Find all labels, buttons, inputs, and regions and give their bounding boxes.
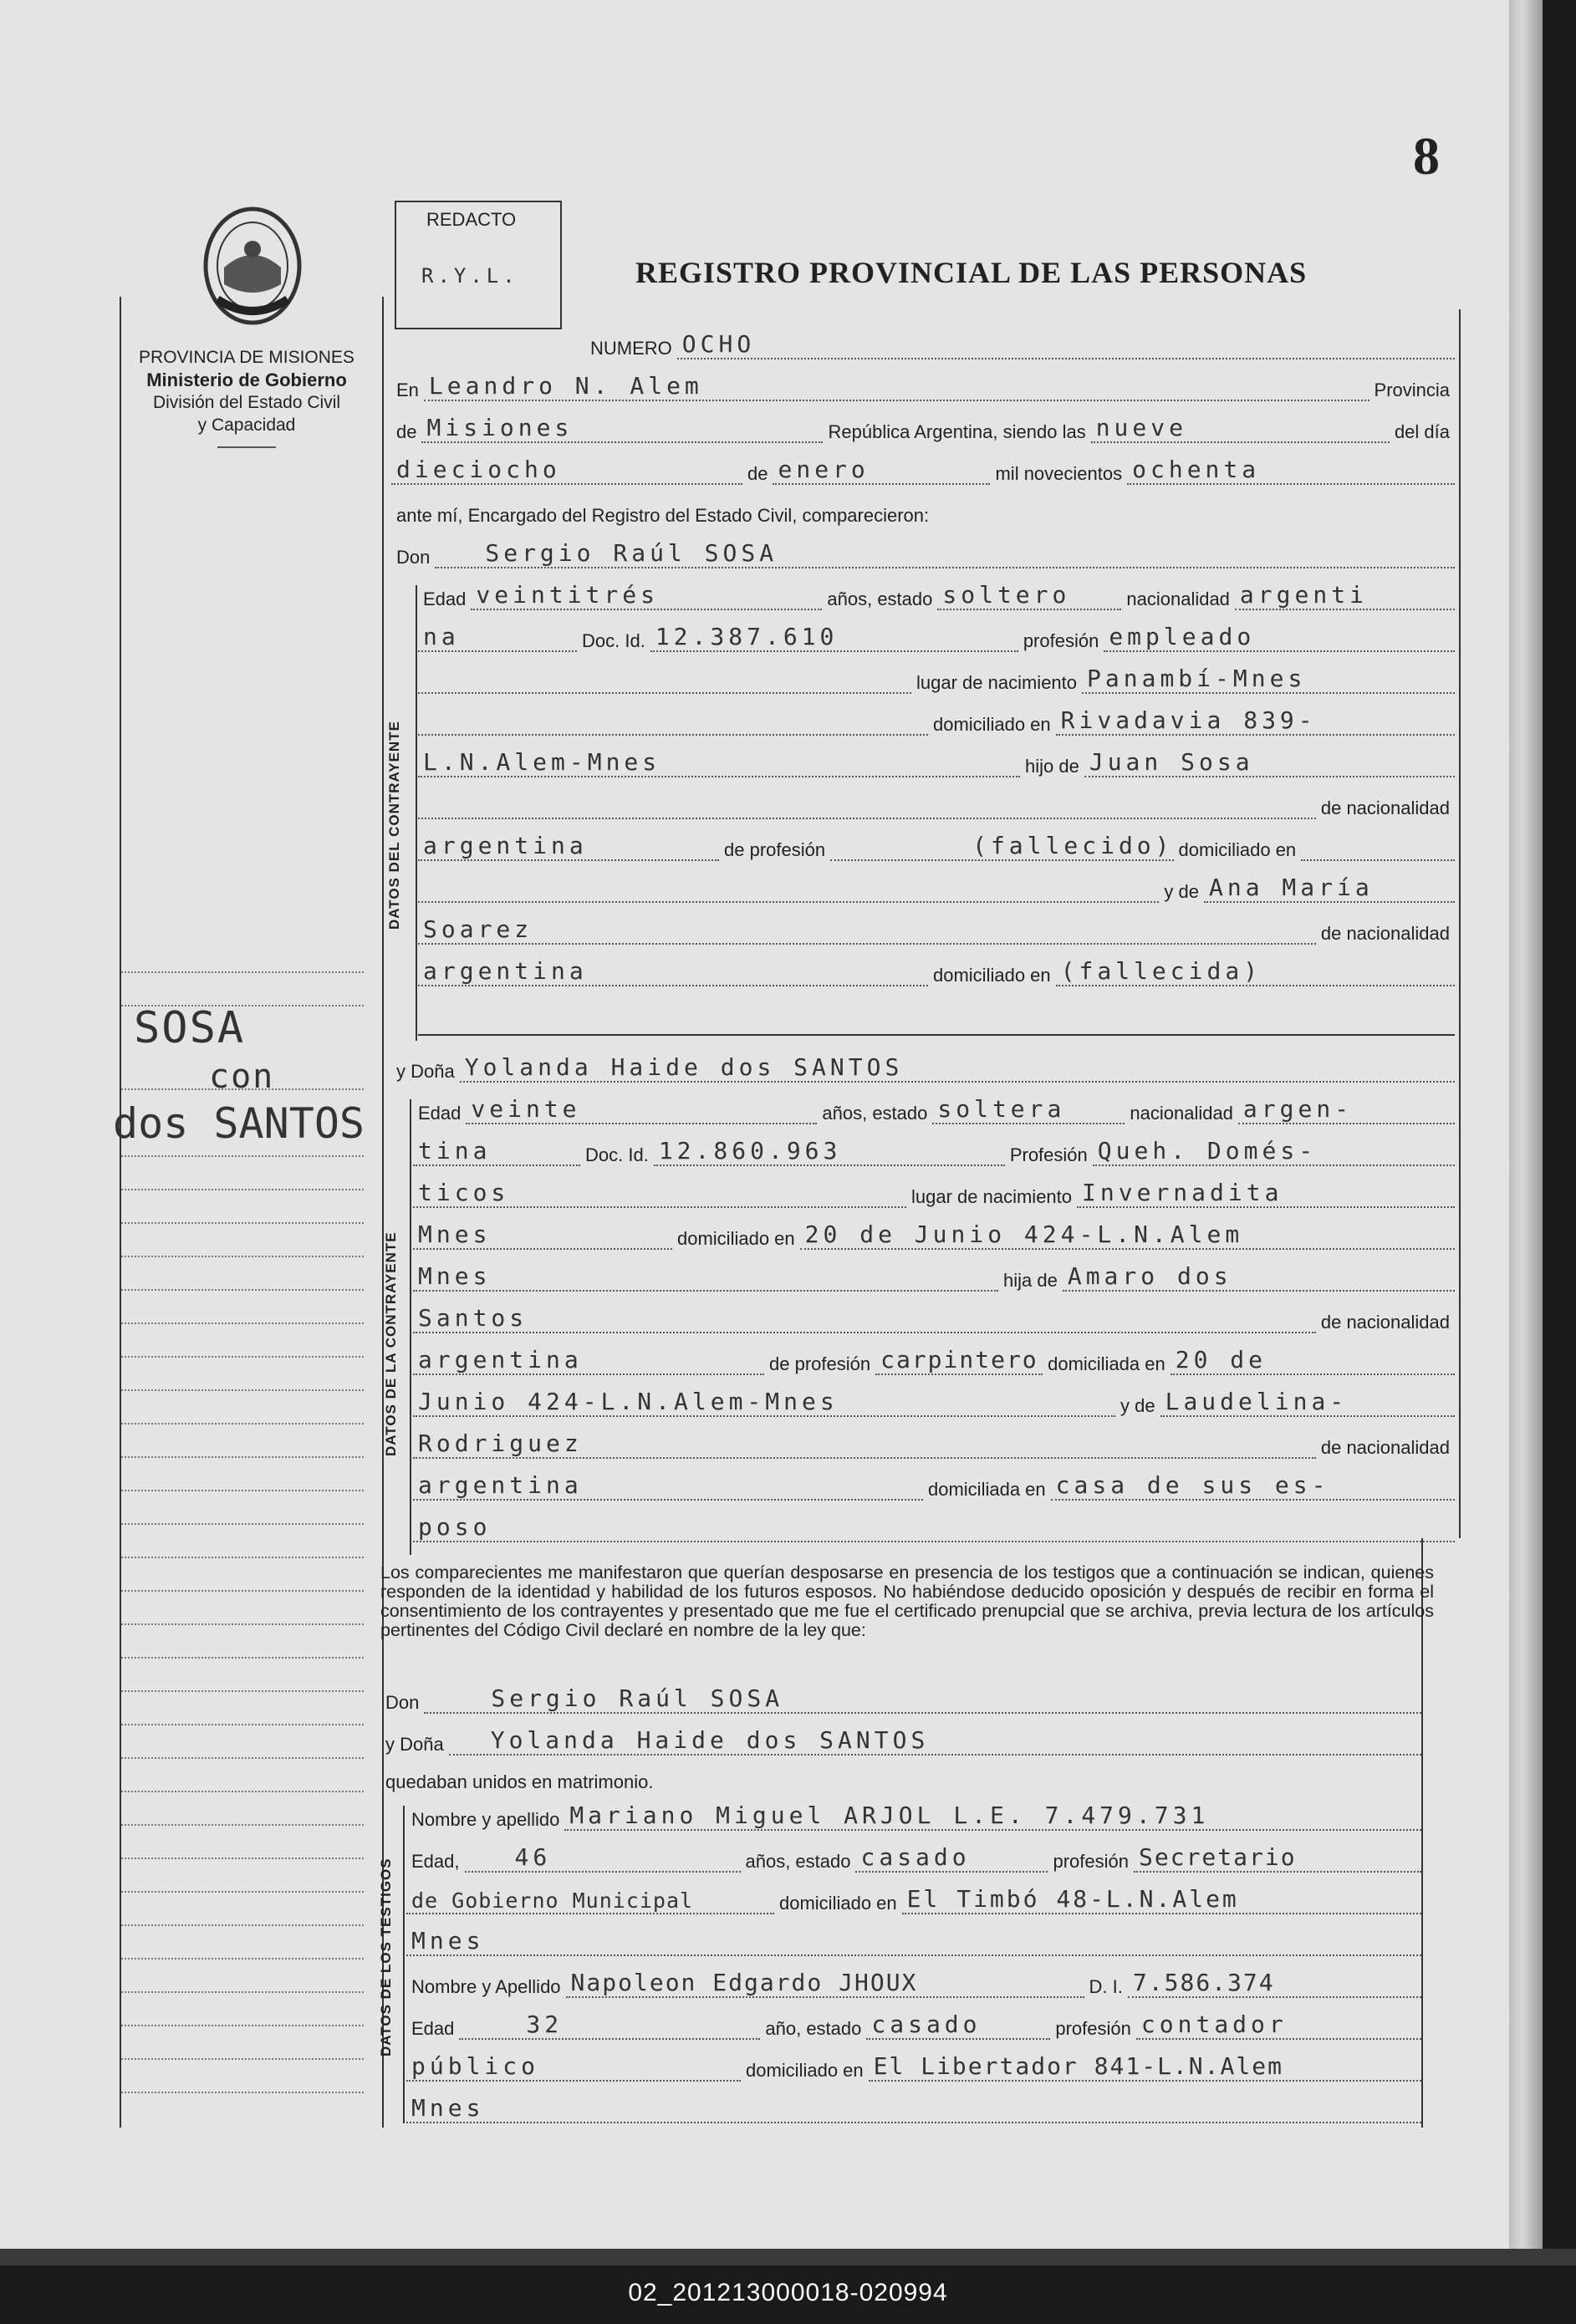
- field-mes[interactable]: enero: [773, 453, 990, 485]
- right-border-upper: [1459, 309, 1461, 1538]
- division-name: División del Estado Civil: [152, 393, 341, 412]
- t2-nombre[interactable]: Napoleon Edgardo JHOUX: [566, 1966, 1084, 1998]
- c2-padre-prof[interactable]: carpintero: [875, 1343, 1043, 1375]
- c2-padre-dom-b[interactable]: Junio 424-L.N.Alem-Mnes: [413, 1385, 1115, 1417]
- redacto-value: R.Y.L.: [421, 264, 519, 288]
- c1-nacionalidad-b[interactable]: na: [418, 620, 577, 652]
- row-fecha: dieciocho de enero mil novecientos ochenta: [391, 451, 1455, 485]
- row-ante: ante mí, Encargado del Registro del Estado Civil, comparecieron:: [396, 505, 930, 526]
- label-datos-testigos: DATOS DE LOS TESTIGOS: [378, 1858, 394, 2056]
- c1-padre-nac[interactable]: argentina: [418, 829, 719, 861]
- c1-domicilio-b[interactable]: L.N.Alem-Mnes: [418, 746, 1020, 777]
- t1-profesion-b[interactable]: de Gobierno Municipal: [406, 1883, 774, 1914]
- field-hora[interactable]: nueve: [1091, 411, 1390, 443]
- c2-row-8: Junio 424-L.N.Alem-Mnes y de Laudelina-: [413, 1384, 1455, 1417]
- provincial-seal-icon: [201, 201, 304, 326]
- bracket-testigos: [403, 1806, 405, 2123]
- c1-row-2: na Doc. Id. 12.387.610 profesión empleado: [418, 619, 1455, 652]
- left-border: [120, 297, 121, 2128]
- label-datos-contrayente-mujer: DATOS DE LA CONTRAYENTE: [383, 1231, 399, 1456]
- c1-doc[interactable]: 12.387.610: [650, 620, 1018, 652]
- c1-domicilio[interactable]: Rivadavia 839-: [1056, 704, 1455, 736]
- t2-profesion-b[interactable]: público: [406, 2050, 741, 2082]
- row-en: En Leandro N. Alem Provincia: [391, 368, 1455, 401]
- row-de: de Misiones República Argentina, siendo las nueve del día: [391, 410, 1455, 443]
- c1-row-5: L.N.Alem-Mnes hijo de Juan Sosa: [418, 744, 1455, 777]
- t1-row-3: de Gobierno Municipal domiciliado en El Timbó 48-L.N.Alem: [406, 1881, 1421, 1914]
- c1-padre-prof[interactable]: (fallecido): [830, 829, 1173, 861]
- c2-domicilio-b[interactable]: Mnes: [413, 1260, 998, 1292]
- redacto-label: REDACTO: [426, 209, 517, 230]
- c2-padre-b[interactable]: Santos: [413, 1302, 1316, 1333]
- issuer-block: [117, 346, 376, 448]
- province-name: PROVINCIA DE MISIONES: [139, 348, 354, 367]
- c2-lugar-b[interactable]: Mnes: [413, 1218, 672, 1250]
- c1-row-9: Soarez de nacionalidad: [418, 911, 1455, 945]
- c2-madre-b[interactable]: Rodriguez: [413, 1427, 1316, 1459]
- t2-row-4: [406, 2090, 1421, 2123]
- t2-di[interactable]: 7.586.374: [1128, 1966, 1421, 1998]
- c2-madre[interactable]: Laudelina-: [1160, 1385, 1455, 1417]
- c1-padre[interactable]: Juan Sosa: [1084, 746, 1455, 777]
- c2-row-6: Santos de nacionalidad: [413, 1300, 1455, 1333]
- page-number: 8: [1413, 126, 1440, 186]
- label-datos-contrayente: DATOS DEL CONTRAYENTE: [386, 721, 402, 930]
- c1-madre-nac[interactable]: argentina: [418, 955, 928, 986]
- c1-row-3: lugar de nacimiento Panambí-Mnes: [418, 660, 1455, 694]
- t1-domicilio-b[interactable]: Mnes: [406, 1924, 1421, 1956]
- t2-domicilio-b[interactable]: Mnes: [406, 2092, 1421, 2123]
- t2-estado[interactable]: casado: [866, 2008, 1050, 2040]
- c2-row-2: tina Doc. Id. 12.860.963 Profesión Queh. Domés-: [413, 1133, 1455, 1166]
- row-stmt-dona: y Doña Yolanda Haide dos SANTOS: [380, 1722, 1421, 1756]
- ministry-name: Ministerio de Gobierno: [146, 369, 347, 390]
- margin-divider: [382, 297, 384, 2128]
- field-provincia[interactable]: Misiones: [421, 411, 823, 443]
- c2-estado[interactable]: soltera: [932, 1093, 1125, 1124]
- c1-nacionalidad[interactable]: argenti: [1235, 578, 1455, 610]
- t1-row-2: Edad, 46 años, estado casado profesión Secretario: [406, 1839, 1421, 1873]
- t2-profesion[interactable]: contador: [1136, 2008, 1421, 2040]
- c2-lugar[interactable]: Invernadita: [1077, 1176, 1455, 1208]
- row-stmt-don: Don Sergio Raúl SOSA: [380, 1680, 1421, 1714]
- c2-row-11: [413, 1509, 1455, 1542]
- t1-edad[interactable]: 46: [465, 1841, 741, 1873]
- field-dona[interactable]: Yolanda Haide dos SANTOS: [460, 1051, 1455, 1083]
- page-bottom-shadow: [0, 2249, 1576, 2265]
- margin-connector: con: [209, 1058, 275, 1096]
- t1-domicilio[interactable]: El Timbó 48-L.N.Alem: [902, 1883, 1421, 1914]
- field-anio[interactable]: ochenta: [1127, 453, 1455, 485]
- page-edge: [1509, 0, 1543, 2257]
- t2-row-3: público domiciliado en El Libertador 841-L.N.Alem: [406, 2048, 1421, 2082]
- t2-row-1: Nombre y Apellido Napoleon Edgardo JHOUX D. I. 7.586.374: [406, 1965, 1421, 1998]
- c1-row-6: de nacionalidad: [418, 786, 1455, 819]
- margin-surname-1: SOSA: [134, 1003, 246, 1053]
- c1-row-10: argentina domiciliado en (fallecida): [418, 953, 1455, 986]
- c1-madre[interactable]: Ana María: [1204, 871, 1455, 903]
- c2-row-3: ticos lugar de nacimiento Invernadita: [413, 1175, 1455, 1208]
- c2-domicilio[interactable]: 20 de Junio 424-L.N.Alem: [800, 1218, 1455, 1250]
- margin-surname-2: dos SANTOS: [113, 1099, 365, 1148]
- issuer-divider: [217, 446, 276, 448]
- c2-row-1: Edad veinte años, estado soltera nacionalidad argen-: [413, 1091, 1455, 1124]
- t1-profesion[interactable]: Secretario: [1134, 1841, 1421, 1873]
- c2-row-9: Rodriguez de nacionalidad: [413, 1425, 1455, 1459]
- row-dona: y Doña Yolanda Haide dos SANTOS: [391, 1049, 1455, 1083]
- c2-madre-dom[interactable]: casa de sus es-: [1051, 1469, 1455, 1501]
- t1-nombre[interactable]: Mariano Miguel ARJOL L.E. 7.479.731: [564, 1799, 1421, 1831]
- c2-doc[interactable]: 12.860.963: [654, 1134, 1005, 1166]
- bracket-contrayente-1: [416, 585, 417, 1041]
- c2-padre[interactable]: Amaro dos: [1063, 1260, 1455, 1292]
- statement-paragraph: Los comparecientes me manifestaron que querían desposarse en presencia de los testigos que a continuación se indican, quienes responden de la identidad y habilidad de los futuros esposos. No habiéndose deducido oposición y después de recibir en forma el consentimiento de los contrayentes y presentado que me fue el certificado prenupcial que se archiva, previa lectura de los artículos pertinentes del Código Civil declaré en nombre de la ley que:: [380, 1562, 1434, 1640]
- c1-row-7: argentina de profesión (fallecido) domiciliado en: [418, 828, 1455, 861]
- c2-padre-dom[interactable]: 20 de: [1171, 1343, 1455, 1375]
- row-stmt-unidos: quedaban unidos en matrimonio.: [385, 1771, 654, 1792]
- c2-madre-nac[interactable]: argentina: [413, 1469, 923, 1501]
- c2-madre-dom-b[interactable]: poso: [413, 1511, 1455, 1542]
- c2-nacionalidad[interactable]: argen-: [1238, 1093, 1455, 1124]
- c2-row-5: Mnes hija de Amaro dos: [413, 1258, 1455, 1292]
- stmt-dona[interactable]: Yolanda Haide dos SANTOS: [449, 1724, 1421, 1756]
- c1-lugar[interactable]: Panambí-Mnes: [1082, 662, 1455, 694]
- t2-domicilio[interactable]: El Libertador 841-L.N.Alem: [869, 2050, 1421, 2082]
- c2-padre-nac[interactable]: argentina: [413, 1343, 764, 1375]
- c2-nacionalidad-b[interactable]: tina: [413, 1134, 580, 1166]
- t2-edad[interactable]: 32: [459, 2008, 760, 2040]
- c1-bottom-rule: [418, 1034, 1455, 1036]
- c2-profesion[interactable]: Queh. Domés-: [1093, 1134, 1455, 1166]
- c2-edad[interactable]: veinte: [466, 1093, 817, 1124]
- c1-estado[interactable]: soltero: [937, 578, 1121, 610]
- stmt-don[interactable]: Sergio Raúl SOSA: [424, 1682, 1421, 1714]
- t1-row-1: Nombre y apellido Mariano Miguel ARJOL L.E. 7.479.731: [406, 1797, 1421, 1831]
- c1-row-4: domiciliado en Rivadavia 839-: [418, 702, 1455, 736]
- c2-row-10: argentina domiciliada en casa de sus es-: [413, 1467, 1455, 1501]
- image-caption: 02_201213000018-020994: [628, 2279, 948, 2306]
- row-don: Don Sergio Raúl SOSA: [391, 535, 1455, 568]
- t1-row-4: [406, 1923, 1421, 1956]
- field-numero[interactable]: OCHO: [677, 328, 1455, 359]
- c1-row-1: Edad veintitrés años, estado soltero nacionalidad argenti: [418, 577, 1455, 610]
- c2-profesion-b[interactable]: ticos: [413, 1176, 906, 1208]
- bracket-contrayente-2: [410, 1099, 411, 1555]
- document-title: REGISTRO PROVINCIAL DE LAS PERSONAS: [635, 256, 1308, 289]
- c1-profesion[interactable]: empleado: [1104, 620, 1455, 652]
- capacity-name: y Capacidad: [197, 415, 296, 435]
- t2-row-2: Edad 32 año, estado casado profesión contador: [406, 2006, 1421, 2040]
- c1-row-8: y de Ana María: [418, 869, 1455, 903]
- field-don[interactable]: Sergio Raúl SOSA: [435, 537, 1455, 568]
- field-dia[interactable]: dieciocho: [391, 453, 742, 485]
- c2-row-4: Mnes domiciliado en 20 de Junio 424-L.N.Alem: [413, 1216, 1455, 1250]
- c1-edad[interactable]: veintitrés: [471, 578, 822, 610]
- row-numero: NUMERO OCHO: [585, 326, 1455, 359]
- c2-row-7: argentina de profesión carpintero domiciliada en 20 de: [413, 1342, 1455, 1375]
- c1-madre-dom[interactable]: (fallecida): [1056, 955, 1455, 986]
- field-localidad[interactable]: Leandro N. Alem: [424, 369, 1369, 401]
- t1-estado[interactable]: casado: [855, 1841, 1048, 1873]
- redacto-box: [395, 201, 562, 329]
- c1-madre-b[interactable]: Soarez: [418, 913, 1316, 945]
